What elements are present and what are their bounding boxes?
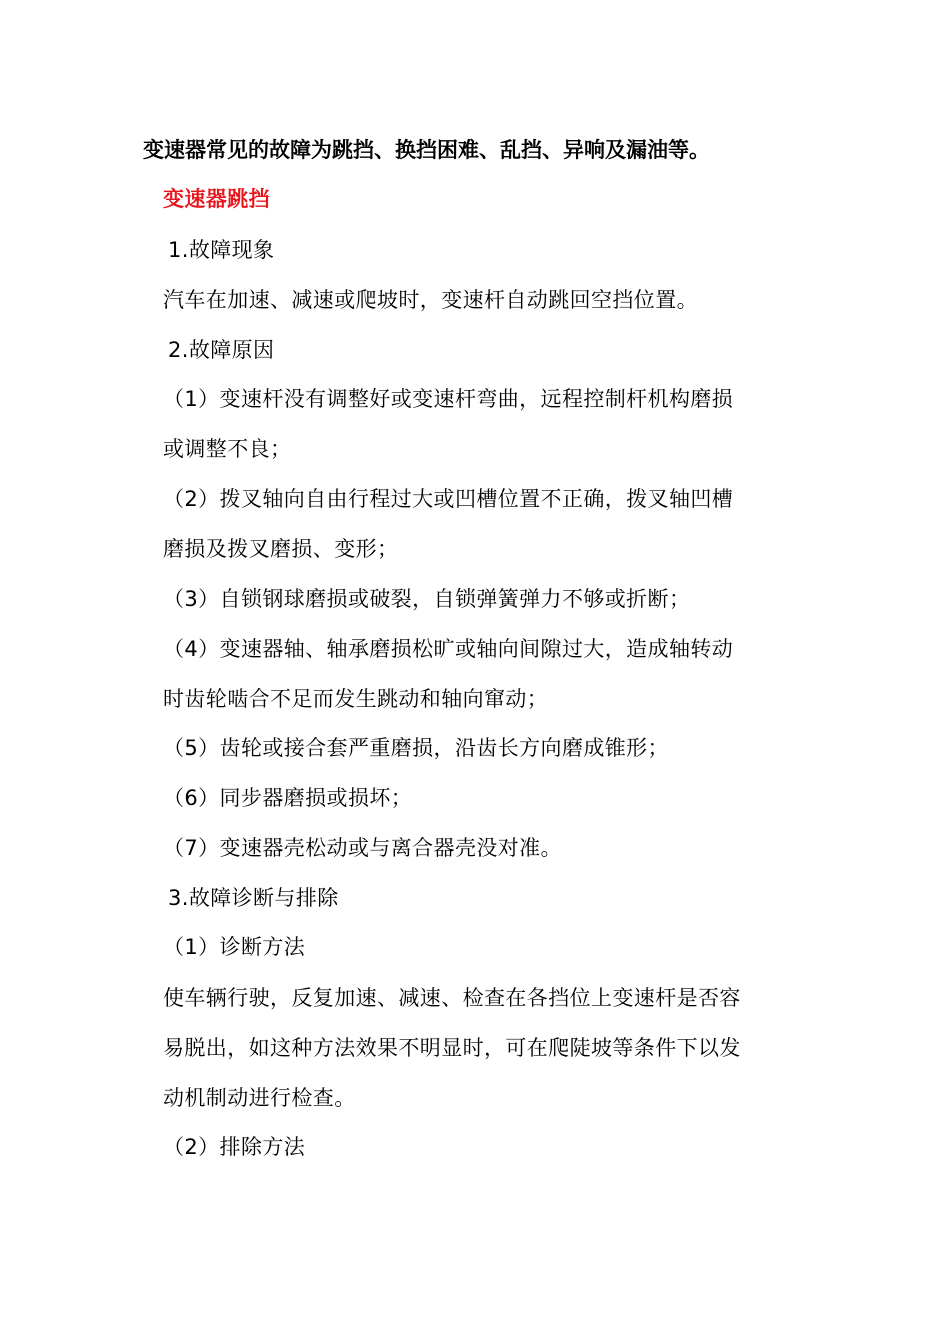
diagnosis-method-heading: （1）诊断方法 (163, 935, 306, 959)
fault-phenomenon-text: 汽车在加速、减速或爬坡时，变速杆自动跳回空挡位置。 (163, 288, 698, 312)
diagnosis-heading: 3.故障诊断与排除 (168, 886, 339, 910)
cause-item-5: （5）齿轮或接合套严重磨损，沿齿长方向磨成锥形； (163, 736, 669, 760)
fault-cause-heading: 2.故障原因 (168, 338, 275, 362)
diagnosis-method-line-3: 动机制动进行检查。 (163, 1086, 356, 1110)
section-title: 变速器跳挡 (163, 187, 270, 211)
cause-item-1-line1: （1）变速杆没有调整好或变速杆弯曲，远程控制杆机构磨损 (163, 387, 734, 411)
cause-item-2-line1: （2）拨叉轴向自由行程过大或凹槽位置不正确，拨叉轴凹槽 (163, 487, 734, 511)
diagnosis-method-line-1: 使车辆行驶，反复加速、减速、检查在各挡位上变速杆是否容 (163, 986, 741, 1010)
intro-paragraph: 变速器常见的故障为跳挡、换挡困难、乱挡、异响及漏油等。 (143, 138, 710, 162)
cause-item-4-line2: 时齿轮啮合不足而发生跳动和轴向窜动； (163, 687, 549, 711)
cause-item-3: （3）自锁钢球磨损或破裂，自锁弹簧弹力不够或折断； (163, 587, 691, 611)
diagnosis-method-line-2: 易脱出，如这种方法效果不明显时，可在爬陡坡等条件下以发 (163, 1036, 741, 1060)
removal-method-heading: （2）排除方法 (163, 1135, 306, 1159)
cause-item-2-line2: 磨损及拨叉磨损、变形； (163, 537, 399, 561)
cause-item-1-line2: 或调整不良； (163, 437, 292, 461)
fault-phenomenon-heading: 1.故障现象 (168, 238, 275, 262)
cause-item-7: （7）变速器壳松动或与离合器壳没对准。 (163, 836, 562, 860)
cause-item-4-line1: （4）变速器轴、轴承磨损松旷或轴向间隙过大，造成轴转动 (163, 637, 734, 661)
cause-item-6: （6）同步器磨损或损坏； (163, 786, 413, 810)
